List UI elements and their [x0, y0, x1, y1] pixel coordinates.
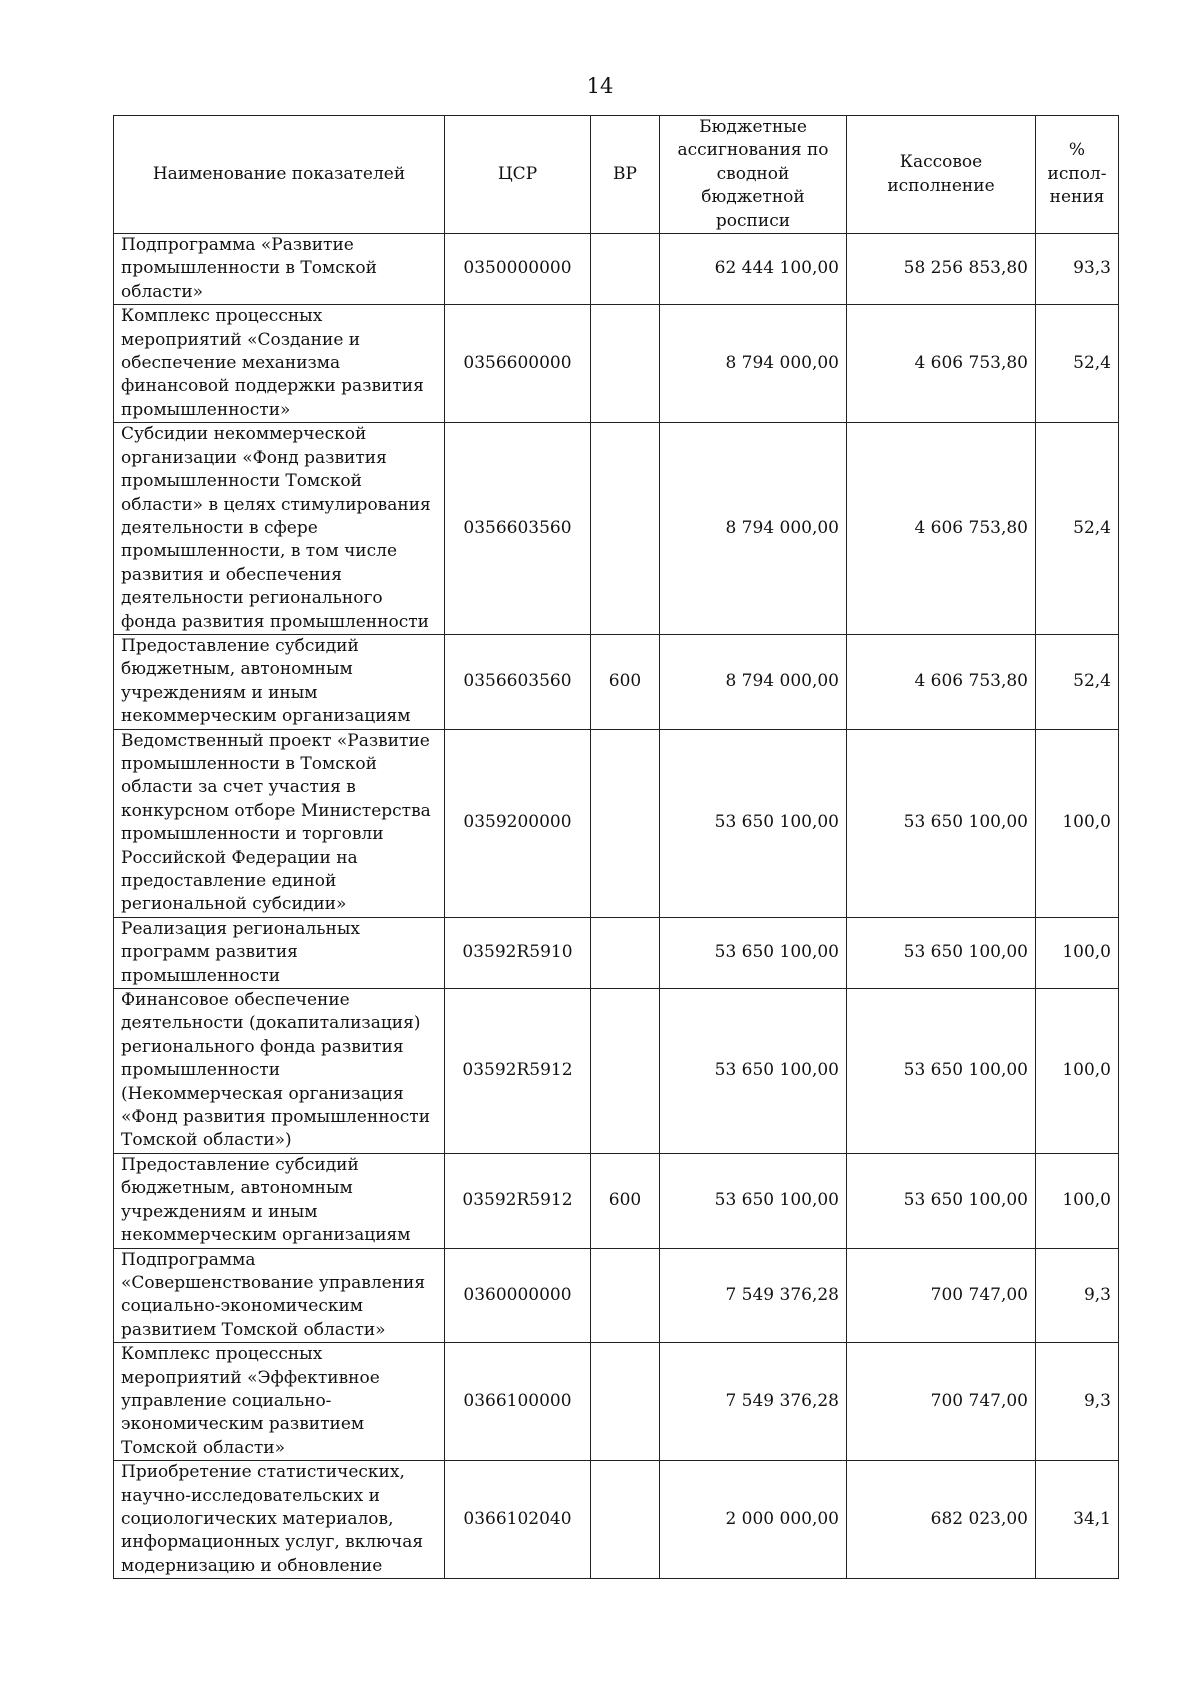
row-vr — [591, 917, 660, 988]
row-allocations: 62 444 100,00 — [660, 234, 847, 305]
row-vr — [591, 989, 660, 1154]
row-cash: 53 650 100,00 — [847, 1153, 1036, 1248]
row-name: Ведомственный проект «Развитие промышленности в Томской области за счет участия в конкурсном отборе Министерства промышленности и торговли Российской Федерации на предоставление единой региональной субсидии» — [114, 729, 445, 917]
table-row — [114, 1343, 1119, 1461]
row-percent: 9,3 — [1036, 1343, 1119, 1461]
row-name: Комплекс процессных мероприятий «Эффективное управление социально-экономическим развитием Томской области» — [114, 1343, 445, 1461]
row-allocations: 8 794 000,00 — [660, 634, 847, 729]
row-allocations: 53 650 100,00 — [660, 729, 847, 917]
row-allocations: 7 549 376,28 — [660, 1343, 847, 1461]
row-percent: 52,4 — [1036, 634, 1119, 729]
table-row — [114, 1248, 1119, 1343]
row-csr: 0360000000 — [445, 1248, 591, 1343]
table-row — [114, 634, 1119, 729]
row-name: Приобретение статистических, научно-исследовательских и социологических материалов, информационных услуг, включая модернизацию и обновление — [114, 1461, 445, 1579]
header-vr: ВР — [591, 116, 660, 234]
header-cash: Кассовое исполнение — [847, 116, 1036, 234]
row-vr — [591, 1343, 660, 1461]
table-row — [114, 729, 1119, 917]
table-header-row — [114, 116, 1119, 234]
row-vr: 600 — [591, 1153, 660, 1248]
row-name: Подпрограмма «Развитие промышленности в Томской области» — [114, 234, 445, 305]
table-row — [114, 423, 1119, 635]
row-csr: 03592R5912 — [445, 1153, 591, 1248]
row-percent: 100,0 — [1036, 1153, 1119, 1248]
row-vr — [591, 234, 660, 305]
row-percent: 9,3 — [1036, 1248, 1119, 1343]
row-csr: 03592R5912 — [445, 989, 591, 1154]
page-number: 14 — [586, 74, 614, 98]
row-csr: 0366100000 — [445, 1343, 591, 1461]
row-csr: 0356603560 — [445, 423, 591, 635]
row-cash: 53 650 100,00 — [847, 729, 1036, 917]
budget-execution-table — [113, 115, 1119, 1579]
row-vr: 600 — [591, 634, 660, 729]
row-percent: 93,3 — [1036, 234, 1119, 305]
row-allocations: 53 650 100,00 — [660, 917, 847, 988]
table-row — [114, 1461, 1119, 1579]
row-allocations: 53 650 100,00 — [660, 1153, 847, 1248]
row-cash: 4 606 753,80 — [847, 423, 1036, 635]
row-percent: 100,0 — [1036, 917, 1119, 988]
row-csr: 03592R5910 — [445, 917, 591, 988]
row-percent: 52,4 — [1036, 423, 1119, 635]
row-vr — [591, 1248, 660, 1343]
row-csr: 0366102040 — [445, 1461, 591, 1579]
table-row — [114, 917, 1119, 988]
row-vr — [591, 1461, 660, 1579]
row-cash: 700 747,00 — [847, 1248, 1036, 1343]
table-row — [114, 1153, 1119, 1248]
table-row — [114, 234, 1119, 305]
row-name: Подпрограмма «Совершенствование управления социально-экономическим развитием Томской области» — [114, 1248, 445, 1343]
row-name: Субсидии некоммерческой организации «Фонд развития промышленности Томской области» в целях стимулирования деятельности в сфере промышленности, в том числе развития и обеспечения деятельности регионального фонда развития промышленности — [114, 423, 445, 635]
header-allocations: Бюджетные ассигнования по сводной бюджетной росписи — [660, 116, 847, 234]
row-cash: 700 747,00 — [847, 1343, 1036, 1461]
row-name: Финансовое обеспечение деятельности (докапитализация) регионального фонда развития промышленности (Некоммерческая организация «Фонд развития промышленности Томской области») — [114, 989, 445, 1154]
table-row — [114, 305, 1119, 423]
row-cash: 682 023,00 — [847, 1461, 1036, 1579]
row-csr: 0359200000 — [445, 729, 591, 917]
row-name: Реализация региональных программ развития промышленности — [114, 917, 445, 988]
row-allocations: 53 650 100,00 — [660, 989, 847, 1154]
row-allocations: 8 794 000,00 — [660, 305, 847, 423]
row-percent: 34,1 — [1036, 1461, 1119, 1579]
row-csr: 0356600000 — [445, 305, 591, 423]
row-percent: 52,4 — [1036, 305, 1119, 423]
row-cash: 4 606 753,80 — [847, 634, 1036, 729]
row-name: Предоставление субсидий бюджетным, автономным учреждениям и иным некоммерческим организациям — [114, 1153, 445, 1248]
row-name: Комплекс процессных мероприятий «Создание и обеспечение механизма финансовой поддержки развития промышленности» — [114, 305, 445, 423]
table-row — [114, 989, 1119, 1154]
row-vr — [591, 305, 660, 423]
row-percent: 100,0 — [1036, 989, 1119, 1154]
row-vr — [591, 423, 660, 635]
row-allocations: 7 549 376,28 — [660, 1248, 847, 1343]
row-csr: 0356603560 — [445, 634, 591, 729]
row-cash: 58 256 853,80 — [847, 234, 1036, 305]
row-name: Предоставление субсидий бюджетным, автономным учреждениям и иным некоммерческим организациям — [114, 634, 445, 729]
row-allocations: 8 794 000,00 — [660, 423, 847, 635]
row-csr: 0350000000 — [445, 234, 591, 305]
row-cash: 4 606 753,80 — [847, 305, 1036, 423]
header-percent: % испол-нения — [1036, 116, 1119, 234]
header-csr: ЦСР — [445, 116, 591, 234]
row-vr — [591, 729, 660, 917]
row-cash: 53 650 100,00 — [847, 917, 1036, 988]
row-percent: 100,0 — [1036, 729, 1119, 917]
row-allocations: 2 000 000,00 — [660, 1461, 847, 1579]
row-cash: 53 650 100,00 — [847, 989, 1036, 1154]
header-name: Наименование показателей — [114, 116, 445, 234]
